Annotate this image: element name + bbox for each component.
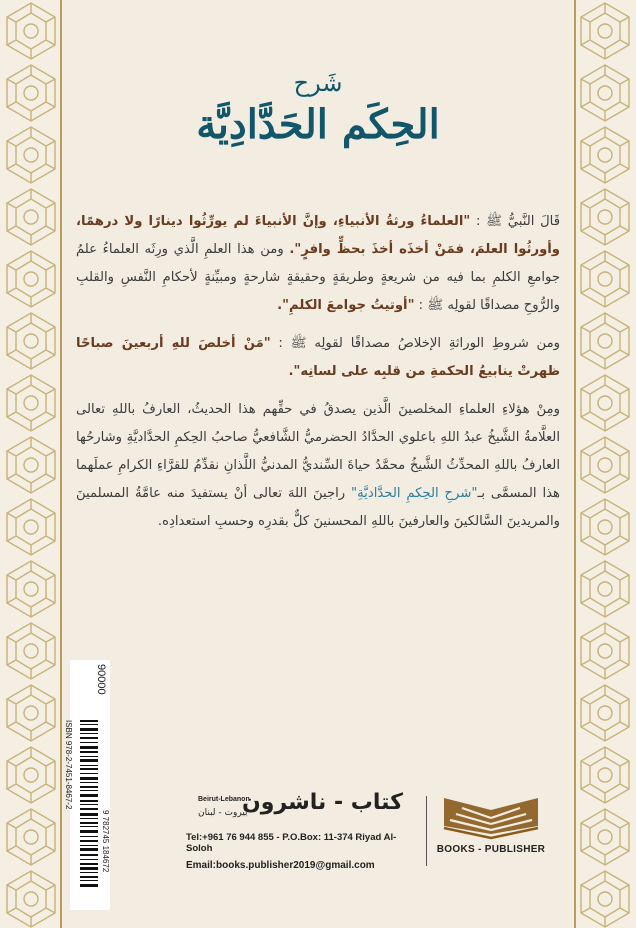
publisher-logo-text: BOOKS - PUBLISHER [436,844,546,855]
blurb-p3-end: راجينَ اللهَ تعالى أنْ يستفيدَ منه عامَّةُ المسلمينَ والمريدينَ السَّالكينَ والعارفينَ باللهِ المحسنينَ كلٌّ بقدرِه وحسبِ استعدادِه. [76,486,560,529]
blurb-p1-middle: ومن هذا العلمِ الَّذي ورِثَه العلماءُ علمُ جوامعِ الكلمِ بما فيه من شريعةٍ وطريقةٍ وحقيقةٍ شارحةٍ ومبيِّنةٍ لأحكامِ النَّفسِ والقلبِ والرُّوحِ مصداقًا لقولِه ﷺ : [76,242,560,313]
blurb-p2-intro: ومن شروطِ الوراثةِ الإخلاصُ مصداقًا لقولِه ﷺ : [270,336,561,351]
book-title [72,68,564,152]
publisher-phone: Tel:+961 76 944 855 - P.O.Box: 11-374 Riyad Al-Soloh [186,832,397,854]
publisher-logo [436,790,546,870]
publisher-info [186,790,418,871]
open-book-icon [436,790,546,844]
title-top-word: شَرح [293,69,343,97]
blurb-p3-intro: ومِنْ هؤلاءِ العلماءِ المخلصينَ الَّذين يصدقُ في حقِّهم هذا الحديثُ، العارفُ باللهِ تعالى العلَّامةُ الشَّيخُ عبدُ اللهِ باعلوي الحدَّادُ الحضرميُّ الشَّافعيُّ صاحبُ الحِكمِ الحدَّاديَّةِ وشارحُها العارفُ باللهِ المحدِّثُ الشَّيخُ محمَّدُ حياةَ السِّنديُّ المدنيُّ اللَّذانِ نقدِّمُ للقرَّاءِ الكرامِ عملَهما هذا المسمَّى بـ [76,402,560,501]
publisher-email: Email:books.publisher2019@gmail.com [186,860,375,871]
cover-content [72,0,564,928]
barcode-digits: 9 782745 184672 [101,810,110,873]
hadith-quote-3: "مَنْ أخلصَ للهِ أربعينَ صباحًا ظهرتْ ينابيعُ الحكمةِ من قلبِه على لسانِه". [76,336,560,379]
publisher-city-ar: بيروت - لبنان [198,808,248,818]
title-main: الحِكَم الحَدَّادِيَّة [196,101,440,148]
isbn-barcode [70,660,110,910]
ornamental-border-right [574,0,636,928]
publisher-divider [426,796,427,866]
blurb-p1-intro: قَالَ النَّبيُّ ﷺ : [470,214,560,229]
publisher-name-ar: كتاب - ناشرون [242,790,403,815]
isbn-text: ISBN 978-2-7451-8467-2 [64,720,73,810]
publisher-block [186,790,546,871]
hadith-quote-2: "أوتيتُ جوامعَ الكلمِ". [277,298,415,313]
blurb-paragraph-2 [76,330,560,386]
publisher-city-en: Beirut-Lebanon [198,796,250,803]
blurb-paragraph-3 [76,396,560,536]
price-code: 90000 [95,664,107,695]
hadith-quote-1: "العلماءُ ورثةُ الأنبياءِ، وإنَّ الأنبياءَ لم يورِّثُوا دينارًا ولا درهمًا، وأورثُوا العلمَ، فمَنْ أخذَه أخذَ بحظٍّ وافرٍ". [76,214,560,257]
isbn-number [60,720,75,900]
book-title-mention: "شرحِ الحِكمِ الحدَّاديَّةِ" [351,486,478,501]
ornamental-border-left [0,0,62,928]
blurb-paragraph-1 [76,208,560,320]
blurb-text [76,208,560,546]
